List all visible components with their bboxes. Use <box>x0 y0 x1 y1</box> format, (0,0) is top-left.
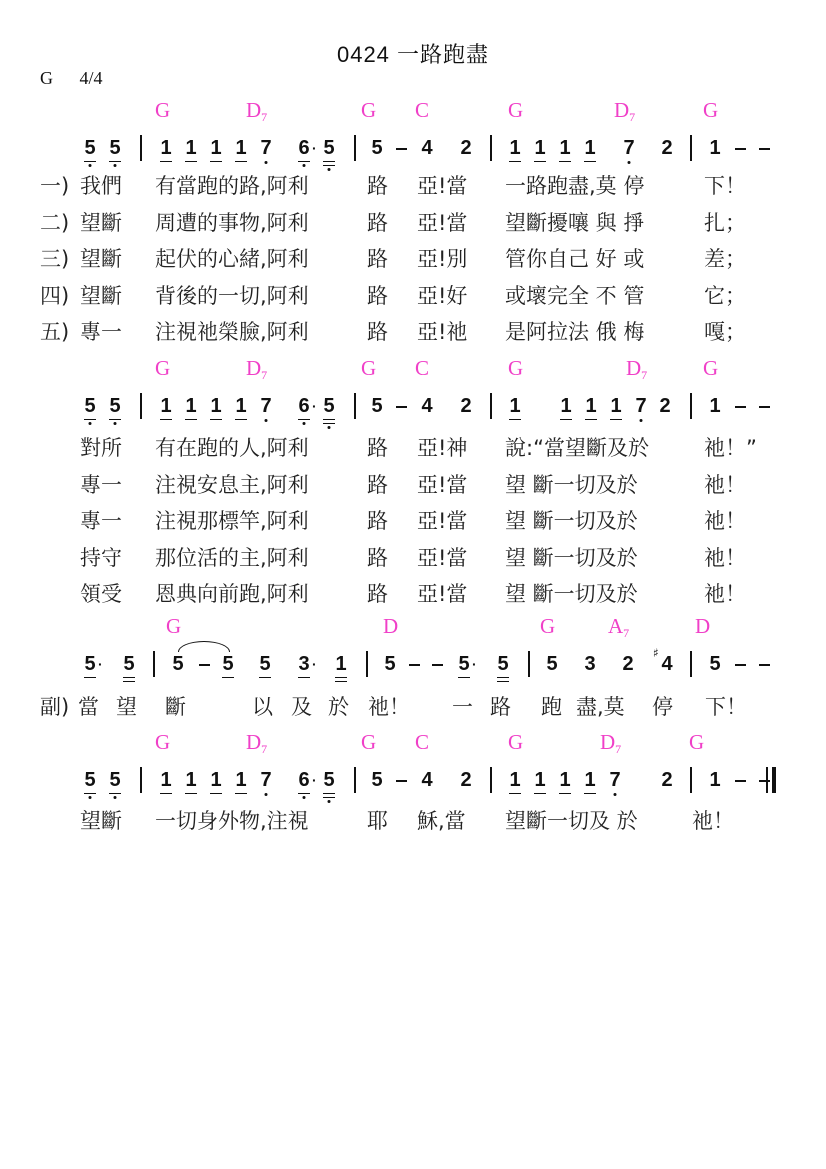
chord-symbol: $A_7$ <box>608 614 630 640</box>
octave-dot <box>303 422 306 425</box>
note: 6 <box>297 138 311 158</box>
lyric-text: 望 斷一切及於 <box>505 545 638 570</box>
bar-line <box>690 393 692 419</box>
note: 5 <box>371 395 383 417</box>
note: 1 <box>210 137 222 159</box>
lyric-text: 路 <box>367 582 388 606</box>
chord-symbol: G <box>361 730 377 754</box>
note: 5 <box>458 653 470 675</box>
bar-line <box>140 135 142 161</box>
octave-dot <box>114 796 117 799</box>
lyric-text: 我們 <box>80 174 122 198</box>
note: 6 <box>297 396 311 416</box>
octave-dot <box>328 426 331 429</box>
dash <box>432 664 443 666</box>
augmentation-dot: · <box>98 656 103 672</box>
lyric-text: 差； <box>704 247 746 271</box>
bar-line <box>690 651 692 677</box>
tie <box>178 641 230 652</box>
note: 5 <box>322 770 336 790</box>
chord-symbol: D <box>383 614 399 638</box>
lyric-text: 注視安息主,阿利 <box>155 472 309 497</box>
note: 1 <box>584 137 596 159</box>
chord-symbol: G <box>540 614 556 638</box>
verse-number: 一) <box>40 174 70 198</box>
lyric-text: 恩典向前跑,阿利 <box>155 582 309 606</box>
note: 5 <box>172 653 184 675</box>
note: 7 <box>608 770 622 790</box>
lyric-text: 祂！” <box>704 436 757 460</box>
lyric-text: 路 <box>367 247 388 271</box>
note: 6 <box>297 770 311 790</box>
dash <box>735 664 746 666</box>
dash <box>396 148 407 150</box>
dash <box>759 780 770 782</box>
chord-symbol: G <box>155 356 171 380</box>
lyric-text: 路 <box>367 472 388 497</box>
chord-symbol: C <box>415 730 430 754</box>
note: 1 <box>709 769 721 791</box>
note: 1 <box>160 395 172 417</box>
lyric-text: 專一 <box>80 320 122 344</box>
lyric-text: 望 斷一切及於 <box>505 509 638 533</box>
lyric-text: 當 <box>78 695 99 719</box>
note: 1 <box>160 769 172 791</box>
lyric-text: 亞!祂 <box>417 320 468 344</box>
verse-number: 五) <box>40 320 70 344</box>
lyric-text: 祂！ <box>704 509 746 533</box>
note: 5 <box>371 137 383 159</box>
chord-symbol: $D_7$ <box>600 730 622 756</box>
note: 1 <box>559 137 571 159</box>
chord-symbol: G <box>155 730 171 754</box>
note: 1 <box>610 395 622 417</box>
note: 4 <box>661 653 673 675</box>
note: 7 <box>622 138 636 158</box>
octave-dot <box>640 419 643 422</box>
note: 7 <box>259 770 273 790</box>
lyric-text: 望斷 <box>80 210 122 235</box>
lyric-text: 祂！ <box>368 695 410 719</box>
note: 5 <box>384 653 396 675</box>
augmentation-dot: · <box>472 656 477 672</box>
verse-number: 副) <box>40 695 70 719</box>
lyric-text: 持守 <box>80 545 122 570</box>
lyric-text: 路 <box>367 174 388 198</box>
note: 5 <box>259 653 271 675</box>
bar-line <box>354 135 356 161</box>
note: 1 <box>584 769 596 791</box>
dash <box>759 406 770 408</box>
note: 5 <box>371 769 383 791</box>
bar-line <box>490 767 492 793</box>
lyric-text: 亞!當 <box>417 174 468 198</box>
lyric-text: 它； <box>704 283 746 308</box>
lyric-text: 下！ <box>705 695 747 719</box>
lyric-text: 望斷 <box>80 283 122 308</box>
chord-symbol: G <box>508 356 524 380</box>
octave-dot <box>265 793 268 796</box>
lyric-text: 祂！ <box>704 582 746 606</box>
note: 4 <box>421 769 433 791</box>
lyric-text: 停 <box>652 695 673 719</box>
lyric-text: 背後的一切,阿利 <box>155 283 309 308</box>
lyric-text: 盡,莫 <box>576 695 625 719</box>
lyric-text: 路 <box>367 320 388 344</box>
dash <box>396 406 407 408</box>
bar-line <box>490 135 492 161</box>
lyric-text: 路 <box>367 436 388 460</box>
chord-symbol: $D_7$ <box>246 356 268 382</box>
chord-symbol: G <box>361 98 377 122</box>
lyric-text: 祂！ <box>692 809 734 833</box>
key-signature: G <box>40 68 53 88</box>
chord-symbol: $D_7$ <box>626 356 648 382</box>
octave-dot <box>328 168 331 171</box>
dash <box>759 148 770 150</box>
note: 7 <box>259 138 273 158</box>
lyric-text: 對所 <box>80 436 122 460</box>
lyric-text: 注視祂榮臉,阿利 <box>155 320 309 344</box>
chord-symbol: G <box>508 730 524 754</box>
chord-symbol: G <box>508 98 524 122</box>
lyric-text: 一路跑盡,莫 停 <box>505 174 645 198</box>
lyric-text: 說:“當望斷及於 <box>505 436 649 460</box>
note: 5 <box>84 653 96 675</box>
note: 7 <box>634 396 648 416</box>
lyric-text: 跑 <box>541 695 562 719</box>
lyric-text: 專一 <box>80 509 122 533</box>
note: 1 <box>235 137 247 159</box>
lyric-text: 嘎； <box>704 320 746 344</box>
note: 1 <box>709 137 721 159</box>
lyric-text: 一 <box>452 695 473 719</box>
lyric-text: 專一 <box>80 472 122 497</box>
note: 5 <box>546 653 558 675</box>
octave-dot <box>89 796 92 799</box>
note: 5 <box>123 653 135 675</box>
octave-dot <box>265 161 268 164</box>
note: 1 <box>560 395 572 417</box>
chord-symbol: G <box>361 356 377 380</box>
lyric-text: 起伏的心緒,阿利 <box>155 247 309 271</box>
note: 4 <box>421 137 433 159</box>
note: 2 <box>460 769 472 791</box>
dash <box>735 406 746 408</box>
note: 2 <box>659 395 671 417</box>
octave-dot <box>628 161 631 164</box>
lyric-text: 亞!當 <box>417 545 468 570</box>
lyric-text: 亞!別 <box>417 247 468 271</box>
lyric-text: 領受 <box>80 582 122 606</box>
octave-dot <box>614 793 617 796</box>
lyric-text: 下！ <box>704 174 746 198</box>
note: 4 <box>421 395 433 417</box>
bar-line <box>153 651 155 677</box>
chord-symbol: G <box>155 98 171 122</box>
dash <box>735 148 746 150</box>
note: 1 <box>210 769 222 791</box>
lyric-text: 以 <box>252 695 273 719</box>
bar-line <box>766 767 768 793</box>
note: 3 <box>584 653 596 675</box>
octave-dot <box>114 164 117 167</box>
lyric-text: 一切身外物,注視 <box>155 809 309 833</box>
chord-symbol: G <box>166 614 182 638</box>
bar-line <box>354 393 356 419</box>
lyric-text: 是阿拉法 俄 梅 <box>505 320 645 344</box>
dash <box>759 664 770 666</box>
dash <box>735 780 746 782</box>
note: 1 <box>185 769 197 791</box>
octave-dot <box>114 422 117 425</box>
chord-symbol: C <box>415 98 430 122</box>
octave-dot <box>303 164 306 167</box>
augmentation-dot: · <box>312 398 317 414</box>
lyric-text: 注視那標竿,阿利 <box>155 509 309 533</box>
augmentation-dot: · <box>312 140 317 156</box>
note: 2 <box>460 395 472 417</box>
lyric-text: 或壞完全 不 管 <box>505 283 645 308</box>
lyric-text: 有當跑的路,阿利 <box>155 174 309 198</box>
lyric-text: 路 <box>367 210 388 235</box>
note: 1 <box>185 395 197 417</box>
lyric-text: 耶 <box>367 809 388 833</box>
note: 1 <box>335 653 347 675</box>
note: 5 <box>497 653 509 675</box>
lyric-text: 路 <box>367 283 388 308</box>
note: 7 <box>259 396 273 416</box>
lyric-text: 管你自己 好 或 <box>505 247 645 271</box>
note: 1 <box>509 769 521 791</box>
note: 1 <box>235 769 247 791</box>
note: 2 <box>661 769 673 791</box>
chord-symbol: $D_7$ <box>246 730 268 756</box>
lyric-text: 亞!當 <box>417 472 468 497</box>
chord-symbol: G <box>703 98 719 122</box>
note: 5 <box>322 396 336 416</box>
lyric-text: 周遭的事物,阿利 <box>155 210 309 235</box>
dash <box>199 664 210 666</box>
lyric-text: 扎； <box>704 210 746 235</box>
key-and-time-signature <box>40 68 125 89</box>
note: 1 <box>160 137 172 159</box>
lyric-text: 望斷 <box>80 809 122 833</box>
note: 5 <box>108 396 122 416</box>
lyric-text: 望斷 <box>80 247 122 271</box>
note: 1 <box>210 395 222 417</box>
augmentation-dot: · <box>312 656 317 672</box>
augmentation-dot: · <box>312 772 317 788</box>
lyric-text: 路 <box>490 695 511 719</box>
note: 5 <box>709 653 721 675</box>
lyric-text: 那位活的主,阿利 <box>155 545 309 570</box>
dash <box>409 664 420 666</box>
lyric-text: 祂！ <box>704 472 746 497</box>
chord-symbol: G <box>703 356 719 380</box>
lyric-text: 及 <box>291 695 312 719</box>
note: 5 <box>108 138 122 158</box>
note: 5 <box>83 770 97 790</box>
note: 1 <box>235 395 247 417</box>
verse-number: 四) <box>40 283 70 308</box>
bar-line <box>690 135 692 161</box>
note: 1 <box>709 395 721 417</box>
note: 1 <box>185 137 197 159</box>
lyric-text: 亞!當 <box>417 210 468 235</box>
note: 2 <box>460 137 472 159</box>
octave-dot <box>89 422 92 425</box>
note: 1 <box>509 395 521 417</box>
lyric-text: 斷 <box>165 695 186 719</box>
lyric-text: 望 斷一切及於 <box>505 582 638 606</box>
bar-line <box>366 651 368 677</box>
note: 1 <box>559 769 571 791</box>
note: 2 <box>622 653 634 675</box>
lyric-text: 亞!神 <box>417 436 468 460</box>
bar-line <box>140 393 142 419</box>
bar-line <box>690 767 692 793</box>
lyric-text: 亞!當 <box>417 582 468 606</box>
lyric-text: 路 <box>367 509 388 533</box>
note: 5 <box>83 396 97 416</box>
note: 1 <box>534 769 546 791</box>
note: 5 <box>83 138 97 158</box>
bar-line <box>140 767 142 793</box>
lyric-text: 望斷一切及 於 <box>505 809 638 833</box>
lyric-text: 於 <box>328 695 349 719</box>
bar-line <box>490 393 492 419</box>
song-title: 0424 一路跑盡 <box>336 42 490 67</box>
note: 1 <box>509 137 521 159</box>
octave-dot <box>303 796 306 799</box>
lyric-text: 穌,當 <box>417 809 466 833</box>
lyric-text: 亞!當 <box>417 509 468 533</box>
note: 1 <box>534 137 546 159</box>
note: 1 <box>585 395 597 417</box>
verse-number: 三) <box>40 247 70 271</box>
chord-symbol: D <box>695 614 711 638</box>
note: 5 <box>322 138 336 158</box>
note: 3 <box>298 653 310 675</box>
bar-line <box>528 651 530 677</box>
bar-line <box>354 767 356 793</box>
lyric-text: 亞!好 <box>417 283 468 308</box>
octave-dot <box>328 800 331 803</box>
bar-line <box>772 767 776 793</box>
lyric-text: 祂！ <box>704 545 746 570</box>
lyric-text: 望 <box>116 695 137 719</box>
verse-number: 二) <box>40 210 70 235</box>
lyric-text: 望斷擾嚷 與 掙 <box>505 210 645 235</box>
dash <box>396 780 407 782</box>
lyric-text: 有在跑的人,阿利 <box>155 436 309 460</box>
chord-symbol: C <box>415 356 430 380</box>
octave-dot <box>89 164 92 167</box>
note: 5 <box>108 770 122 790</box>
octave-dot <box>265 419 268 422</box>
time-signature: 4/4 <box>79 68 103 88</box>
lyric-text: 路 <box>367 545 388 570</box>
note: 5 <box>222 653 234 675</box>
chord-symbol: $D_7$ <box>614 98 636 124</box>
sharp-sign: ♯ <box>653 646 659 660</box>
chord-symbol: G <box>689 730 705 754</box>
note: 2 <box>661 137 673 159</box>
lyric-text: 望 斷一切及於 <box>505 472 638 497</box>
chord-symbol: $D_7$ <box>246 98 268 124</box>
